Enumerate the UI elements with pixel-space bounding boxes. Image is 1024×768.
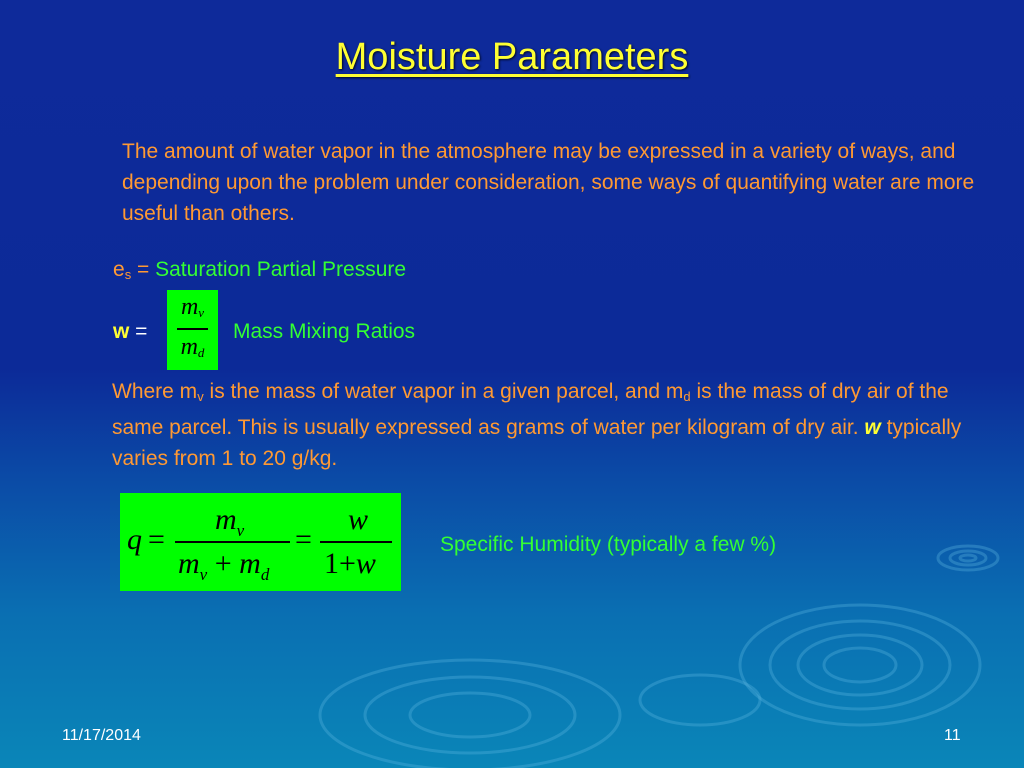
mixing-ratio-label: Mass Mixing Ratios [233,320,416,343]
mixing-ratio-fraction [167,290,218,370]
saturation-pressure-line [113,258,406,282]
fraction-bar-1 [175,541,290,543]
w-symbol: w [113,320,130,343]
equals-sign-1: = [148,523,165,556]
equation-denominator-1: $m_v + m_d$ [178,547,270,584]
equation-denominator-2: 1+w [324,547,376,580]
equation-numerator-2: w [348,503,369,536]
es-symbol: e [113,258,125,281]
w-inline-symbol: w [864,416,881,439]
fraction-numerator: $m_v$ [180,294,205,320]
es-subscript: s [124,267,132,282]
footer-date: 11/17/2014 [62,727,141,744]
fraction-bar-2 [320,541,392,543]
q-symbol: q [127,523,142,556]
mixing-ratio-explanation: Where $m_v$ is the mass of water vapor in a given parcel, and $m_d$ is the mass of dry air of the same parcel. This is usually expressed as grams of water per kilogram of dry air. w typically varies from 1 to 20 g/kg. [112,380,962,470]
equals-sign-2: = [295,523,312,556]
specific-humidity-label: Specific Humidity (typically a few %) [440,533,777,556]
es-label: Saturation Partial Pressure [155,258,407,281]
fraction-denominator: $m_d$ [180,334,205,360]
w-equals: = [129,320,148,343]
es-equals: = [131,258,156,281]
specific-humidity-equation [120,493,401,591]
slide-title: Moisture Parameters [335,36,689,78]
mixing-ratio-symbol [113,320,147,344]
equation-numerator-1: $m_v$ [215,503,245,540]
slide-number: 11 [944,727,961,744]
intro-paragraph: The amount of water vapor in the atmosphere may be expressed in a variety of ways, and depending upon the problem under consideration, some ways of quantifying water are more useful than others. [122,140,975,225]
fraction-bar [177,328,208,330]
